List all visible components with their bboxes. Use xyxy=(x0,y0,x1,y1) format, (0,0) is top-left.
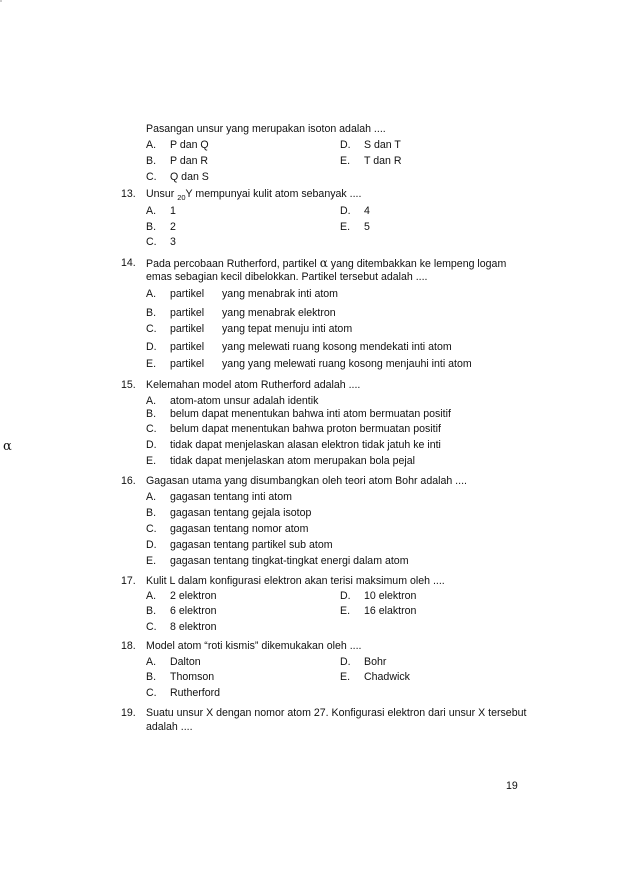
q18-option-letter: E. xyxy=(340,671,351,683)
corner-mark xyxy=(0,0,2,2)
q14-option-word: partikel xyxy=(170,323,205,335)
q18-option-text: Dalton xyxy=(170,656,201,668)
q14-stem-line1: Pada percobaan Rutherford, partikel α yang ditembakkan ke lempeng logam xyxy=(146,256,507,270)
q14-stem-line2: emas sebagian kecil dibelokkan. Partikel tersebut adalah .... xyxy=(146,271,428,283)
q14-option-letter: E. xyxy=(146,358,157,370)
q16-option-text: gagasan tentang partikel sub atom xyxy=(170,539,333,551)
q12-option-letter: B. xyxy=(146,155,157,167)
q13-number: 13. xyxy=(121,188,136,200)
q12-option-letter: E. xyxy=(340,155,351,167)
q16-option-letter: B. xyxy=(146,507,157,519)
q17-option-text: 16 elaktron xyxy=(364,605,417,617)
q14-option-word: partikel xyxy=(170,288,205,300)
q18-option-text: Rutherford xyxy=(170,687,221,699)
q14-option-word: partikel xyxy=(170,307,205,319)
q13-subscript: 20 xyxy=(177,193,186,202)
q14-option-letter: B. xyxy=(146,307,157,319)
q16-number: 16. xyxy=(121,475,136,487)
q18-number: 18. xyxy=(121,640,136,652)
q17-option-text: 6 elektron xyxy=(170,605,217,617)
q12-option-text: P dan R xyxy=(170,155,209,167)
q16-option-letter: C. xyxy=(146,523,157,535)
q15-option-letter: E. xyxy=(146,455,157,467)
q15-option-letter: C. xyxy=(146,423,157,435)
q18-stem: Model atom “roti kismis” dikemukakan oleh .... xyxy=(146,640,362,652)
q17-number: 17. xyxy=(121,575,136,587)
q16-option-text: gagasan tentang inti atom xyxy=(170,491,292,503)
margin-alpha-symbol: α xyxy=(3,439,12,454)
q12-option-letter: C. xyxy=(146,171,157,183)
q15-stem: Kelemahan model atom Rutherford adalah .... xyxy=(146,379,361,391)
q15-option-text: atom-atom unsur adalah identik xyxy=(170,395,319,407)
q16-option-text: gagasan tentang gejala isotop xyxy=(170,507,312,519)
q17-option-text: 10 elektron xyxy=(364,590,417,602)
q13-option-letter: B. xyxy=(146,221,157,233)
q13-stem: Unsur $_{20}$Y mempunyai kulit atom sebanyak .... xyxy=(146,188,362,202)
q17-stem: Kulit L dalam konfigurasi elektron akan terisi maksimum oleh .... xyxy=(146,575,445,587)
q14-option-letter: D. xyxy=(146,341,157,353)
q19-stem-line1: Suatu unsur X dengan nomor atom 27. Konfigurasi elektron dari unsur X tersebut xyxy=(146,707,527,719)
q12-stem: Pasangan unsur yang merupakan isoton adalah .... xyxy=(146,123,386,135)
q14-number: 14. xyxy=(121,257,136,269)
q18-option-letter: A. xyxy=(146,656,157,668)
q18-option-text: Bohr xyxy=(364,656,387,668)
q15-option-letter: B. xyxy=(146,408,157,420)
q14-option-text: yang tepat menuju inti atom xyxy=(222,323,353,335)
q16-option-letter: D. xyxy=(146,539,157,551)
q12-option-text: S dan T xyxy=(364,139,401,151)
q16-option-text: gagasan tentang nomor atom xyxy=(170,523,309,535)
page-number: 19 xyxy=(506,780,518,792)
q17-option-text: 2 elektron xyxy=(170,590,217,602)
q18-option-text: Thomson xyxy=(170,671,215,683)
q18-option-text: Chadwick xyxy=(364,671,410,683)
q14-option-text: yang melewati ruang kosong mendekati inti atom xyxy=(222,341,452,353)
q17-option-letter: E. xyxy=(340,605,351,617)
q15-option-text: belum dapat menentukan bahwa proton bermuatan positif xyxy=(170,423,441,435)
q19-stem-line2: adalah .... xyxy=(146,721,193,733)
q14-option-word: partikel xyxy=(170,358,205,370)
q13-option-letter: D. xyxy=(340,205,351,217)
q15-option-letter: A. xyxy=(146,395,157,407)
q12-option-text: P dan Q xyxy=(170,139,209,151)
q13-option-letter: C. xyxy=(146,236,157,248)
q13-option-text: 1 xyxy=(170,205,176,217)
q15-option-text: tidak dapat menjelaskan alasan elektron tidak jatuh ke inti xyxy=(170,439,441,451)
q14-option-letter: A. xyxy=(146,288,157,300)
q17-option-letter: B. xyxy=(146,605,157,617)
q19-number: 19. xyxy=(121,707,136,719)
q13-option-letter: A. xyxy=(146,205,157,217)
q14-option-text: yang menabrak elektron xyxy=(222,307,336,319)
q14-option-text: yang yang melewati ruang kosong menjauhi inti atom xyxy=(222,358,472,370)
q13-option-letter: E. xyxy=(340,221,351,233)
q13-option-text: 4 xyxy=(364,205,370,217)
q13-option-text: 3 xyxy=(170,236,176,248)
q18-option-letter: B. xyxy=(146,671,157,683)
q18-option-letter: C. xyxy=(146,687,157,699)
q14-option-text: yang menabrak inti atom xyxy=(222,288,339,300)
q16-option-text: gagasan tentang tingkat-tingkat energi dalam atom xyxy=(170,555,409,567)
q17-option-letter: A. xyxy=(146,590,157,602)
q14-option-word: partikel xyxy=(170,341,205,353)
q13-option-text: 2 xyxy=(170,221,176,233)
q17-option-letter: D. xyxy=(340,590,351,602)
q13-option-text: 5 xyxy=(364,221,370,233)
alpha-symbol: α xyxy=(319,256,328,270)
q15-option-letter: D. xyxy=(146,439,157,451)
q16-option-letter: E. xyxy=(146,555,157,567)
q15-option-text: belum dapat menentukan bahwa inti atom bermuatan positif xyxy=(170,408,451,420)
q15-number: 15. xyxy=(121,379,136,391)
q17-option-text: 8 elektron xyxy=(170,621,217,633)
q16-stem: Gagasan utama yang disumbangkan oleh teori atom Bohr adalah .... xyxy=(146,475,467,487)
q16-option-letter: A. xyxy=(146,491,157,503)
q14-option-letter: C. xyxy=(146,323,157,335)
q18-option-letter: D. xyxy=(340,656,351,668)
q12-option-text: Q dan S xyxy=(170,171,209,183)
q12-option-letter: D. xyxy=(340,139,351,151)
q15-option-text: tidak dapat menjelaskan atom merupakan bola pejal xyxy=(170,455,415,467)
q12-option-text: T dan R xyxy=(364,155,402,167)
q17-option-letter: C. xyxy=(146,621,157,633)
q12-option-letter: A. xyxy=(146,139,157,151)
